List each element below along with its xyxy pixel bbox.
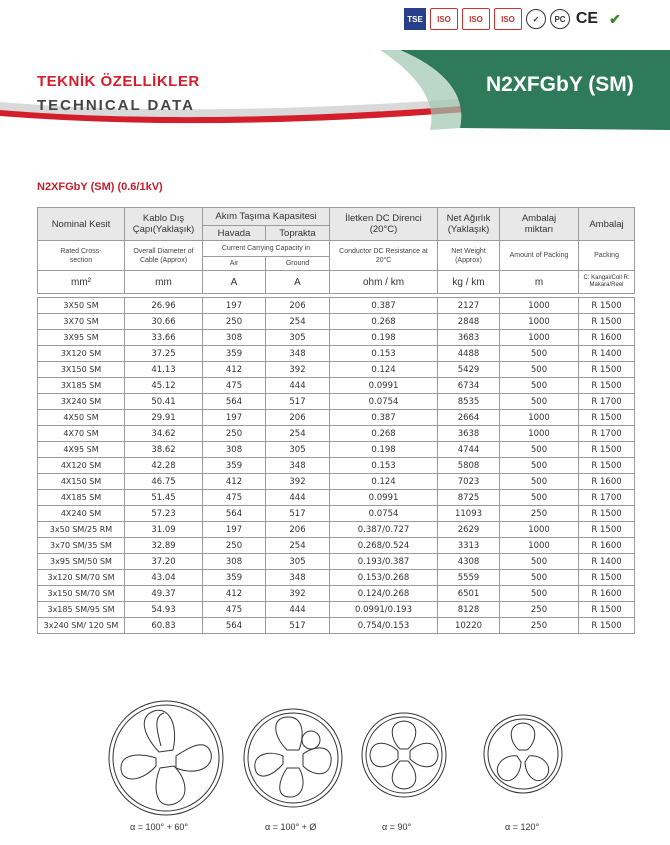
cell-ground: 254 — [266, 314, 330, 330]
cell-packing: R 1500 — [579, 458, 635, 474]
cell-kesit: 3X240 SM — [38, 394, 125, 410]
unit-amount: m — [500, 271, 579, 294]
cell-packing: R 1500 — [579, 506, 635, 522]
cell-air: 308 — [203, 330, 266, 346]
caption-diagram-2: α = 100° + Ø — [265, 822, 317, 832]
cell-weight: 8725 — [438, 490, 500, 506]
cell-weight: 10220 — [438, 618, 500, 634]
cell-air: 564 — [203, 618, 266, 634]
cell-packing: R 1500 — [579, 298, 635, 314]
cell-weight: 4744 — [438, 442, 500, 458]
header-havada: Havada — [203, 226, 266, 241]
header-toprakta: Toprakta — [266, 226, 330, 241]
table-row — [38, 394, 635, 410]
cell-kesit: 3x120 SM/70 SM — [38, 570, 125, 586]
cell-resistance: 0.387/0.727 — [330, 522, 438, 538]
cell-air: 197 — [203, 410, 266, 426]
cell-resistance: 0.153 — [330, 458, 438, 474]
cell-weight: 2848 — [438, 314, 500, 330]
cable-diagram-2 — [244, 709, 342, 807]
cell-ground: 348 — [266, 346, 330, 362]
cell-ground: 517 — [266, 618, 330, 634]
iso-logo-icon: ISO — [430, 8, 458, 30]
cell-kesit: 3X150 SM — [38, 362, 125, 378]
cell-resistance: 0.268/0.524 — [330, 538, 438, 554]
cell-ground: 444 — [266, 490, 330, 506]
cell-amount: 1000 — [500, 298, 579, 314]
table-row — [38, 298, 635, 314]
cell-packing: R 1700 — [579, 426, 635, 442]
cell-weight: 4488 — [438, 346, 500, 362]
cell-resistance: 0.387 — [330, 298, 438, 314]
table-row — [38, 490, 635, 506]
cell-packing: R 1400 — [579, 346, 635, 362]
cell-air: 564 — [203, 506, 266, 522]
cell-cap: 31.09 — [125, 522, 203, 538]
cell-kesit: 4X95 SM — [38, 442, 125, 458]
cell-resistance: 0.198 — [330, 442, 438, 458]
cell-ground: 305 — [266, 442, 330, 458]
cell-weight: 3638 — [438, 426, 500, 442]
cell-ground: 348 — [266, 570, 330, 586]
header-ambalaj-miktari: Ambalaj miktarı — [500, 208, 579, 241]
cell-ground: 444 — [266, 378, 330, 394]
cell-resistance: 0.124/0.268 — [330, 586, 438, 602]
table-row — [38, 586, 635, 602]
cell-kesit: 4X185 SM — [38, 490, 125, 506]
iso-logo-icon-2: ISO — [462, 8, 490, 30]
cell-kesit: 3X185 SM — [38, 378, 125, 394]
cell-packing: R 1500 — [579, 410, 635, 426]
cell-amount: 500 — [500, 586, 579, 602]
cell-cap: 32.89 — [125, 538, 203, 554]
header-air: Air — [203, 257, 266, 271]
header-nominal-kesit: Nominal Kesit — [38, 208, 125, 241]
cell-ground: 517 — [266, 506, 330, 522]
cell-amount: 250 — [500, 618, 579, 634]
cell-resistance: 0.268 — [330, 314, 438, 330]
cell-kesit: 3X120 SM — [38, 346, 125, 362]
caption-diagram-1: α = 100° + 60° — [130, 822, 188, 832]
cell-amount: 500 — [500, 490, 579, 506]
table-row — [38, 314, 635, 330]
cell-packing: R 1500 — [579, 522, 635, 538]
iso-logo-icon-3: ISO — [494, 8, 522, 30]
header-iletken-dc: İletken DC Direnci (20°C) — [330, 208, 438, 241]
pc-mark-icon: PC — [550, 9, 570, 29]
table-subtitle: N2XFGbY (SM) (0.6/1kV) — [37, 181, 163, 193]
cell-kesit: 3x150 SM/70 SM — [38, 586, 125, 602]
cell-amount: 250 — [500, 602, 579, 618]
cell-weight: 3683 — [438, 330, 500, 346]
table-row — [38, 618, 635, 634]
cell-kesit: 3X95 SM — [38, 330, 125, 346]
table-row — [38, 346, 635, 362]
cell-air: 359 — [203, 346, 266, 362]
unit-air: A — [203, 271, 266, 294]
cell-air: 197 — [203, 522, 266, 538]
table-row — [38, 426, 635, 442]
cell-packing: R 1500 — [579, 618, 635, 634]
cell-amount: 1000 — [500, 538, 579, 554]
cell-air: 308 — [203, 442, 266, 458]
cell-kesit: 3x70 SM/35 SM — [38, 538, 125, 554]
table-row — [38, 442, 635, 458]
cell-air: 475 — [203, 602, 266, 618]
cell-air: 359 — [203, 458, 266, 474]
cell-ground: 206 — [266, 522, 330, 538]
cell-amount: 500 — [500, 346, 579, 362]
header-ground: Ground — [266, 257, 330, 271]
cell-amount: 500 — [500, 474, 579, 490]
cell-kesit: 3x50 SM/25 RM — [38, 522, 125, 538]
header-amount: Amount of Packing — [500, 241, 579, 271]
caption-diagram-4: α = 120° — [505, 822, 540, 832]
table-row — [38, 570, 635, 586]
cell-amount: 1000 — [500, 426, 579, 442]
table-row — [38, 458, 635, 474]
cell-ground: 254 — [266, 538, 330, 554]
cell-amount: 250 — [500, 506, 579, 522]
cell-ground: 206 — [266, 298, 330, 314]
cell-cap: 50.41 — [125, 394, 203, 410]
header-akim-tasima: Akım Taşıma Kapasitesi — [203, 208, 330, 226]
table-row — [38, 602, 635, 618]
cell-kesit: 3X50 SM — [38, 298, 125, 314]
cell-air: 197 — [203, 298, 266, 314]
cell-packing: R 1600 — [579, 474, 635, 490]
technical-data-heading: TECHNICAL DATA — [37, 97, 195, 114]
cell-resistance: 0.0754 — [330, 506, 438, 522]
cell-kesit: 4X150 SM — [38, 474, 125, 490]
cell-cap: 34.62 — [125, 426, 203, 442]
cell-cap: 41.13 — [125, 362, 203, 378]
cell-cap: 37.25 — [125, 346, 203, 362]
cell-packing: R 1600 — [579, 538, 635, 554]
cell-cap: 26.96 — [125, 298, 203, 314]
cell-packing: R 1500 — [579, 378, 635, 394]
cell-air: 564 — [203, 394, 266, 410]
cell-cap: 46.75 — [125, 474, 203, 490]
cell-amount: 1000 — [500, 314, 579, 330]
header-ambalaj: Ambalaj — [579, 208, 635, 241]
product-title: N2XFGbY (SM) — [486, 73, 634, 96]
cell-air: 475 — [203, 378, 266, 394]
tse-logo-icon: TSE — [404, 8, 426, 30]
cell-ground: 305 — [266, 330, 330, 346]
cell-amount: 1000 — [500, 410, 579, 426]
cell-resistance: 0.754/0.153 — [330, 618, 438, 634]
cell-resistance: 0.153 — [330, 346, 438, 362]
header-kablo-dis-capi: Kablo Dış Çapı(Yaklaşık) — [125, 208, 203, 241]
cell-ground: 517 — [266, 394, 330, 410]
cell-cap: 37.20 — [125, 554, 203, 570]
cell-resistance: 0.124 — [330, 474, 438, 490]
cell-air: 412 — [203, 586, 266, 602]
cell-kesit: 3x185 SM/95 SM — [38, 602, 125, 618]
cell-cap: 30.66 — [125, 314, 203, 330]
technical-data-table — [37, 207, 635, 634]
cell-weight: 2629 — [438, 522, 500, 538]
header-packing: Packing — [579, 241, 635, 271]
cell-packing: R 1700 — [579, 394, 635, 410]
cell-packing: R 1500 — [579, 570, 635, 586]
header-rated: Rated Cross-section — [38, 241, 125, 271]
cable-diagram-3 — [362, 713, 446, 797]
header-net-agirlik: Net Ağırlık (Yaklaşık) — [438, 208, 500, 241]
cell-weight: 6734 — [438, 378, 500, 394]
table-row — [38, 362, 635, 378]
cell-packing: R 1500 — [579, 602, 635, 618]
cell-resistance: 0.193/0.387 — [330, 554, 438, 570]
cell-amount: 500 — [500, 554, 579, 570]
table-row — [38, 410, 635, 426]
cable-cross-sections — [0, 690, 670, 845]
cell-weight: 4308 — [438, 554, 500, 570]
cable-diagram-1 — [109, 701, 223, 815]
unit-resistance: ohm / km — [330, 271, 438, 294]
cell-cap: 38.62 — [125, 442, 203, 458]
cell-packing: R 1500 — [579, 442, 635, 458]
cell-resistance: 0.124 — [330, 362, 438, 378]
cell-weight: 2664 — [438, 410, 500, 426]
cell-resistance: 0.387 — [330, 410, 438, 426]
certification-logos — [404, 8, 626, 30]
cell-cap: 43.04 — [125, 570, 203, 586]
cell-ground: 254 — [266, 426, 330, 442]
cell-kesit: 3x95 SM/50 SM — [38, 554, 125, 570]
unit-ground: A — [266, 271, 330, 294]
cell-cap: 51.45 — [125, 490, 203, 506]
cell-amount: 1000 — [500, 330, 579, 346]
caption-diagram-3: α = 90° — [382, 822, 412, 832]
table-row — [38, 330, 635, 346]
cell-ground: 348 — [266, 458, 330, 474]
cell-cap: 57.23 — [125, 506, 203, 522]
cell-packing: R 1500 — [579, 314, 635, 330]
table-row — [38, 474, 635, 490]
cell-ground: 392 — [266, 586, 330, 602]
cell-packing: R 1600 — [579, 330, 635, 346]
cell-resistance: 0.0991/0.193 — [330, 602, 438, 618]
cell-cap: 33.66 — [125, 330, 203, 346]
table-row — [38, 378, 635, 394]
cell-air: 250 — [203, 314, 266, 330]
cell-weight: 5559 — [438, 570, 500, 586]
cell-packing: R 1600 — [579, 586, 635, 602]
unit-kesit: mm² — [38, 271, 125, 294]
table-row — [38, 506, 635, 522]
cell-packing: R 1700 — [579, 490, 635, 506]
cell-amount: 500 — [500, 378, 579, 394]
cell-weight: 3313 — [438, 538, 500, 554]
table-row — [38, 522, 635, 538]
cell-kesit: 4X70 SM — [38, 426, 125, 442]
cell-resistance: 0.198 — [330, 330, 438, 346]
header-current: Current Carrying Capacity in — [203, 241, 330, 257]
cell-air: 412 — [203, 474, 266, 490]
cell-amount: 500 — [500, 362, 579, 378]
cell-amount: 500 — [500, 394, 579, 410]
approval-mark-icon: ✓ — [526, 9, 546, 29]
cell-ground: 206 — [266, 410, 330, 426]
cell-air: 412 — [203, 362, 266, 378]
cell-resistance: 0.0991 — [330, 378, 438, 394]
cell-air: 475 — [203, 490, 266, 506]
cell-kesit: 4X50 SM — [38, 410, 125, 426]
cell-air: 250 — [203, 426, 266, 442]
cell-cap: 29.91 — [125, 410, 203, 426]
ce-mark-icon: CE — [575, 10, 599, 27]
cell-kesit: 4X120 SM — [38, 458, 125, 474]
unit-cap: mm — [125, 271, 203, 294]
unit-weight: kg / km — [438, 271, 500, 294]
cell-packing: R 1500 — [579, 362, 635, 378]
cell-amount: 500 — [500, 458, 579, 474]
teknik-ozellikler-heading: TEKNİK ÖZELLİKLER — [37, 73, 200, 90]
cell-cap: 45.12 — [125, 378, 203, 394]
header-overall: Overall Diameter of Cable (Approx) — [125, 241, 203, 271]
cell-air: 250 — [203, 538, 266, 554]
cell-air: 308 — [203, 554, 266, 570]
cell-weight: 6501 — [438, 586, 500, 602]
cell-resistance: 0.0991 — [330, 490, 438, 506]
cell-weight: 8128 — [438, 602, 500, 618]
rohs-mark-icon: ✔ — [609, 10, 621, 27]
cell-resistance: 0.268 — [330, 426, 438, 442]
header-net-weight: Net Weight (Approx) — [438, 241, 500, 271]
cell-amount: 500 — [500, 442, 579, 458]
cell-amount: 1000 — [500, 522, 579, 538]
cell-cap: 42.28 — [125, 458, 203, 474]
cable-diagram-4 — [484, 715, 562, 793]
cell-ground: 392 — [266, 362, 330, 378]
cell-cap: 49.37 — [125, 586, 203, 602]
table-row — [38, 538, 635, 554]
cell-ground: 444 — [266, 602, 330, 618]
cell-air: 359 — [203, 570, 266, 586]
cell-amount: 500 — [500, 570, 579, 586]
cell-ground: 392 — [266, 474, 330, 490]
cell-weight: 11093 — [438, 506, 500, 522]
cell-cap: 60.83 — [125, 618, 203, 634]
cell-cap: 54.93 — [125, 602, 203, 618]
header-conductor: Conductor DC Resistance at 20°C — [330, 241, 438, 271]
cell-kesit: 3x240 SM/ 120 SM — [38, 618, 125, 634]
cell-ground: 305 — [266, 554, 330, 570]
cell-weight: 5429 — [438, 362, 500, 378]
cell-resistance: 0.0754 — [330, 394, 438, 410]
cell-packing: R 1400 — [579, 554, 635, 570]
unit-packing: C: Kangal/Coil R: Makara/Reel — [579, 271, 635, 294]
cell-weight: 8535 — [438, 394, 500, 410]
cell-weight: 2127 — [438, 298, 500, 314]
cell-weight: 5808 — [438, 458, 500, 474]
table-row — [38, 554, 635, 570]
cell-kesit: 4X240 SM — [38, 506, 125, 522]
cell-resistance: 0.153/0.268 — [330, 570, 438, 586]
cell-kesit: 3X70 SM — [38, 314, 125, 330]
cell-weight: 7023 — [438, 474, 500, 490]
